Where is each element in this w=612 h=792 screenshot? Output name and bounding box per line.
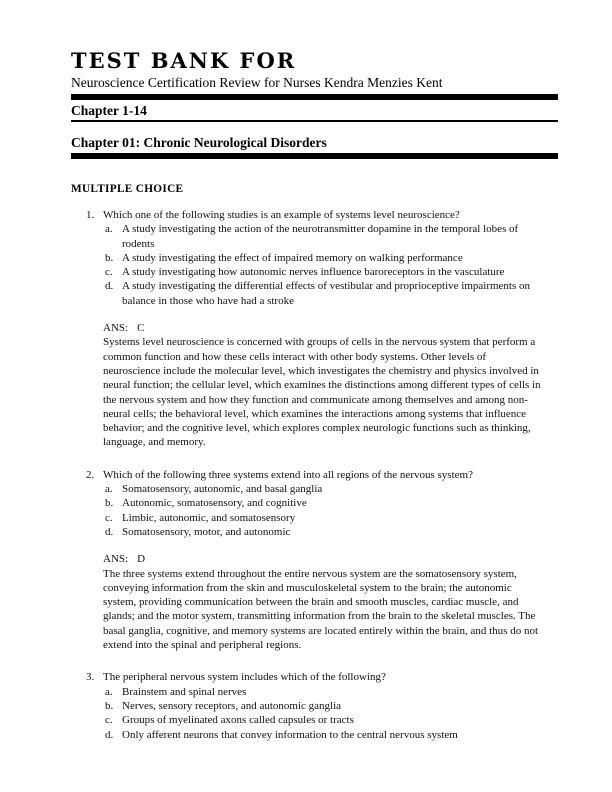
answer-label: ANS: xyxy=(103,322,129,335)
answer-block xyxy=(103,552,542,652)
option-a xyxy=(103,482,542,496)
option-d xyxy=(103,728,542,742)
question-text: Which of the following three systems extend into all regions of the nervous system? xyxy=(103,468,473,481)
option-text: Nerves, sensory receptors, and autonomic ganglia xyxy=(122,699,342,712)
option-text: A study investigating the differential effects of vestibular and proprioceptive impairments on balance in those who have had a stroke xyxy=(122,280,531,307)
book-title: Neuroscience Certification Review for Nurses Kendra Menzies Kent xyxy=(71,75,443,90)
answer-explanation: Systems level neuroscience is concerned with groups of cells in the nervous system that perform a common function and how these cells interact with other body systems. Other levels of neuroscience include the molecular level, which investigates the chemistry and physics involved in neural function; the cellular level, which examines the distinctions among different types of cells in the nervous system and how they function and communicate among themselves and among non-neural cells; the behavioral level, which examines the interactions among systems that influence behavior; and the cognitive level, which explores complex neurologic functions such as thinking, language, and memory. xyxy=(103,336,541,449)
chapter-title-heading: Chapter 01: Chronic Neurological Disorders xyxy=(71,135,327,150)
option-letter: d. xyxy=(105,728,114,741)
question-2 xyxy=(71,468,558,653)
option-c xyxy=(103,265,542,279)
answer-label: ANS: xyxy=(103,553,129,566)
question-number: 1. xyxy=(86,209,95,221)
option-text: Autonomic, somatosensory, and cognitive xyxy=(122,497,307,510)
option-text: Limbic, autonomic, and somatosensory xyxy=(122,511,296,524)
option-b xyxy=(103,251,542,265)
option-c xyxy=(103,511,542,525)
question-list xyxy=(71,208,558,742)
answer-line xyxy=(103,321,542,335)
page-header xyxy=(71,50,558,159)
answer-value: D xyxy=(137,553,146,566)
option-letter: b. xyxy=(105,251,114,264)
option-a xyxy=(103,222,542,251)
option-letter: c. xyxy=(105,266,113,279)
question-number: 3. xyxy=(86,671,95,684)
option-text: A study investigating the action of the neurotransmitter dopamine in the temporal lobes of rodents xyxy=(122,223,519,250)
option-text: A study investigating the effect of impaired memory on walking performance xyxy=(122,251,463,264)
option-b xyxy=(103,496,542,510)
chapter-range-heading: Chapter 1-14 xyxy=(71,100,558,122)
question-3 xyxy=(71,670,558,741)
option-a xyxy=(103,685,542,699)
option-d xyxy=(103,279,542,308)
option-d xyxy=(103,525,542,539)
option-letter: b. xyxy=(105,497,114,510)
question-1 xyxy=(71,208,558,450)
option-letter: c. xyxy=(105,511,113,524)
option-letter: a. xyxy=(105,685,113,698)
option-letter: b. xyxy=(105,699,114,712)
question-number: 2. xyxy=(86,468,95,481)
question-text: Which one of the following studies is an example of systems level neuroscience? xyxy=(103,209,460,221)
option-text: Somatosensory, motor, and autonomic xyxy=(122,525,291,538)
header-rule-bottom xyxy=(71,153,558,159)
option-b xyxy=(103,699,542,713)
option-text: A study investigating how autonomic nerves influence baroreceptors in the vasculature xyxy=(122,266,505,279)
section-heading-multiple-choice: MULTIPLE CHOICE xyxy=(71,183,184,195)
answer-block xyxy=(103,321,542,450)
answer-line xyxy=(103,552,542,566)
option-text: Only afferent neurons that convey information to the central nervous system xyxy=(122,728,458,741)
option-text: Brainstem and spinal nerves xyxy=(122,685,247,698)
option-letter: c. xyxy=(105,714,113,727)
option-letter: d. xyxy=(105,280,114,293)
option-letter: a. xyxy=(105,483,113,496)
test-bank-logo: TEST BANK FOR xyxy=(71,48,297,73)
question-text: The peripheral nervous system includes which of the following? xyxy=(103,671,386,684)
option-text: Groups of myelinated axons called capsules or tracts xyxy=(122,714,354,727)
answer-value: C xyxy=(137,322,145,335)
option-c xyxy=(103,713,542,727)
option-text: Somatosensory, autonomic, and basal ganglia xyxy=(122,483,323,496)
option-letter: a. xyxy=(105,223,113,236)
option-letter: d. xyxy=(105,525,114,538)
answer-explanation: The three systems extend throughout the entire nervous system are the somatosensory system, conveying information from the skin and musculoskeletal system to the brain; the autonomic system, providing communication between the brain and smooth muscles, cardiac muscle, and glands; and the motor system, transmitting information from the brain to the skeletal muscles. The basal ganglia, cognitive, and memory systems are located entirely within the brain, and thus do not extend into the spinal and peripheral regions. xyxy=(103,567,538,652)
